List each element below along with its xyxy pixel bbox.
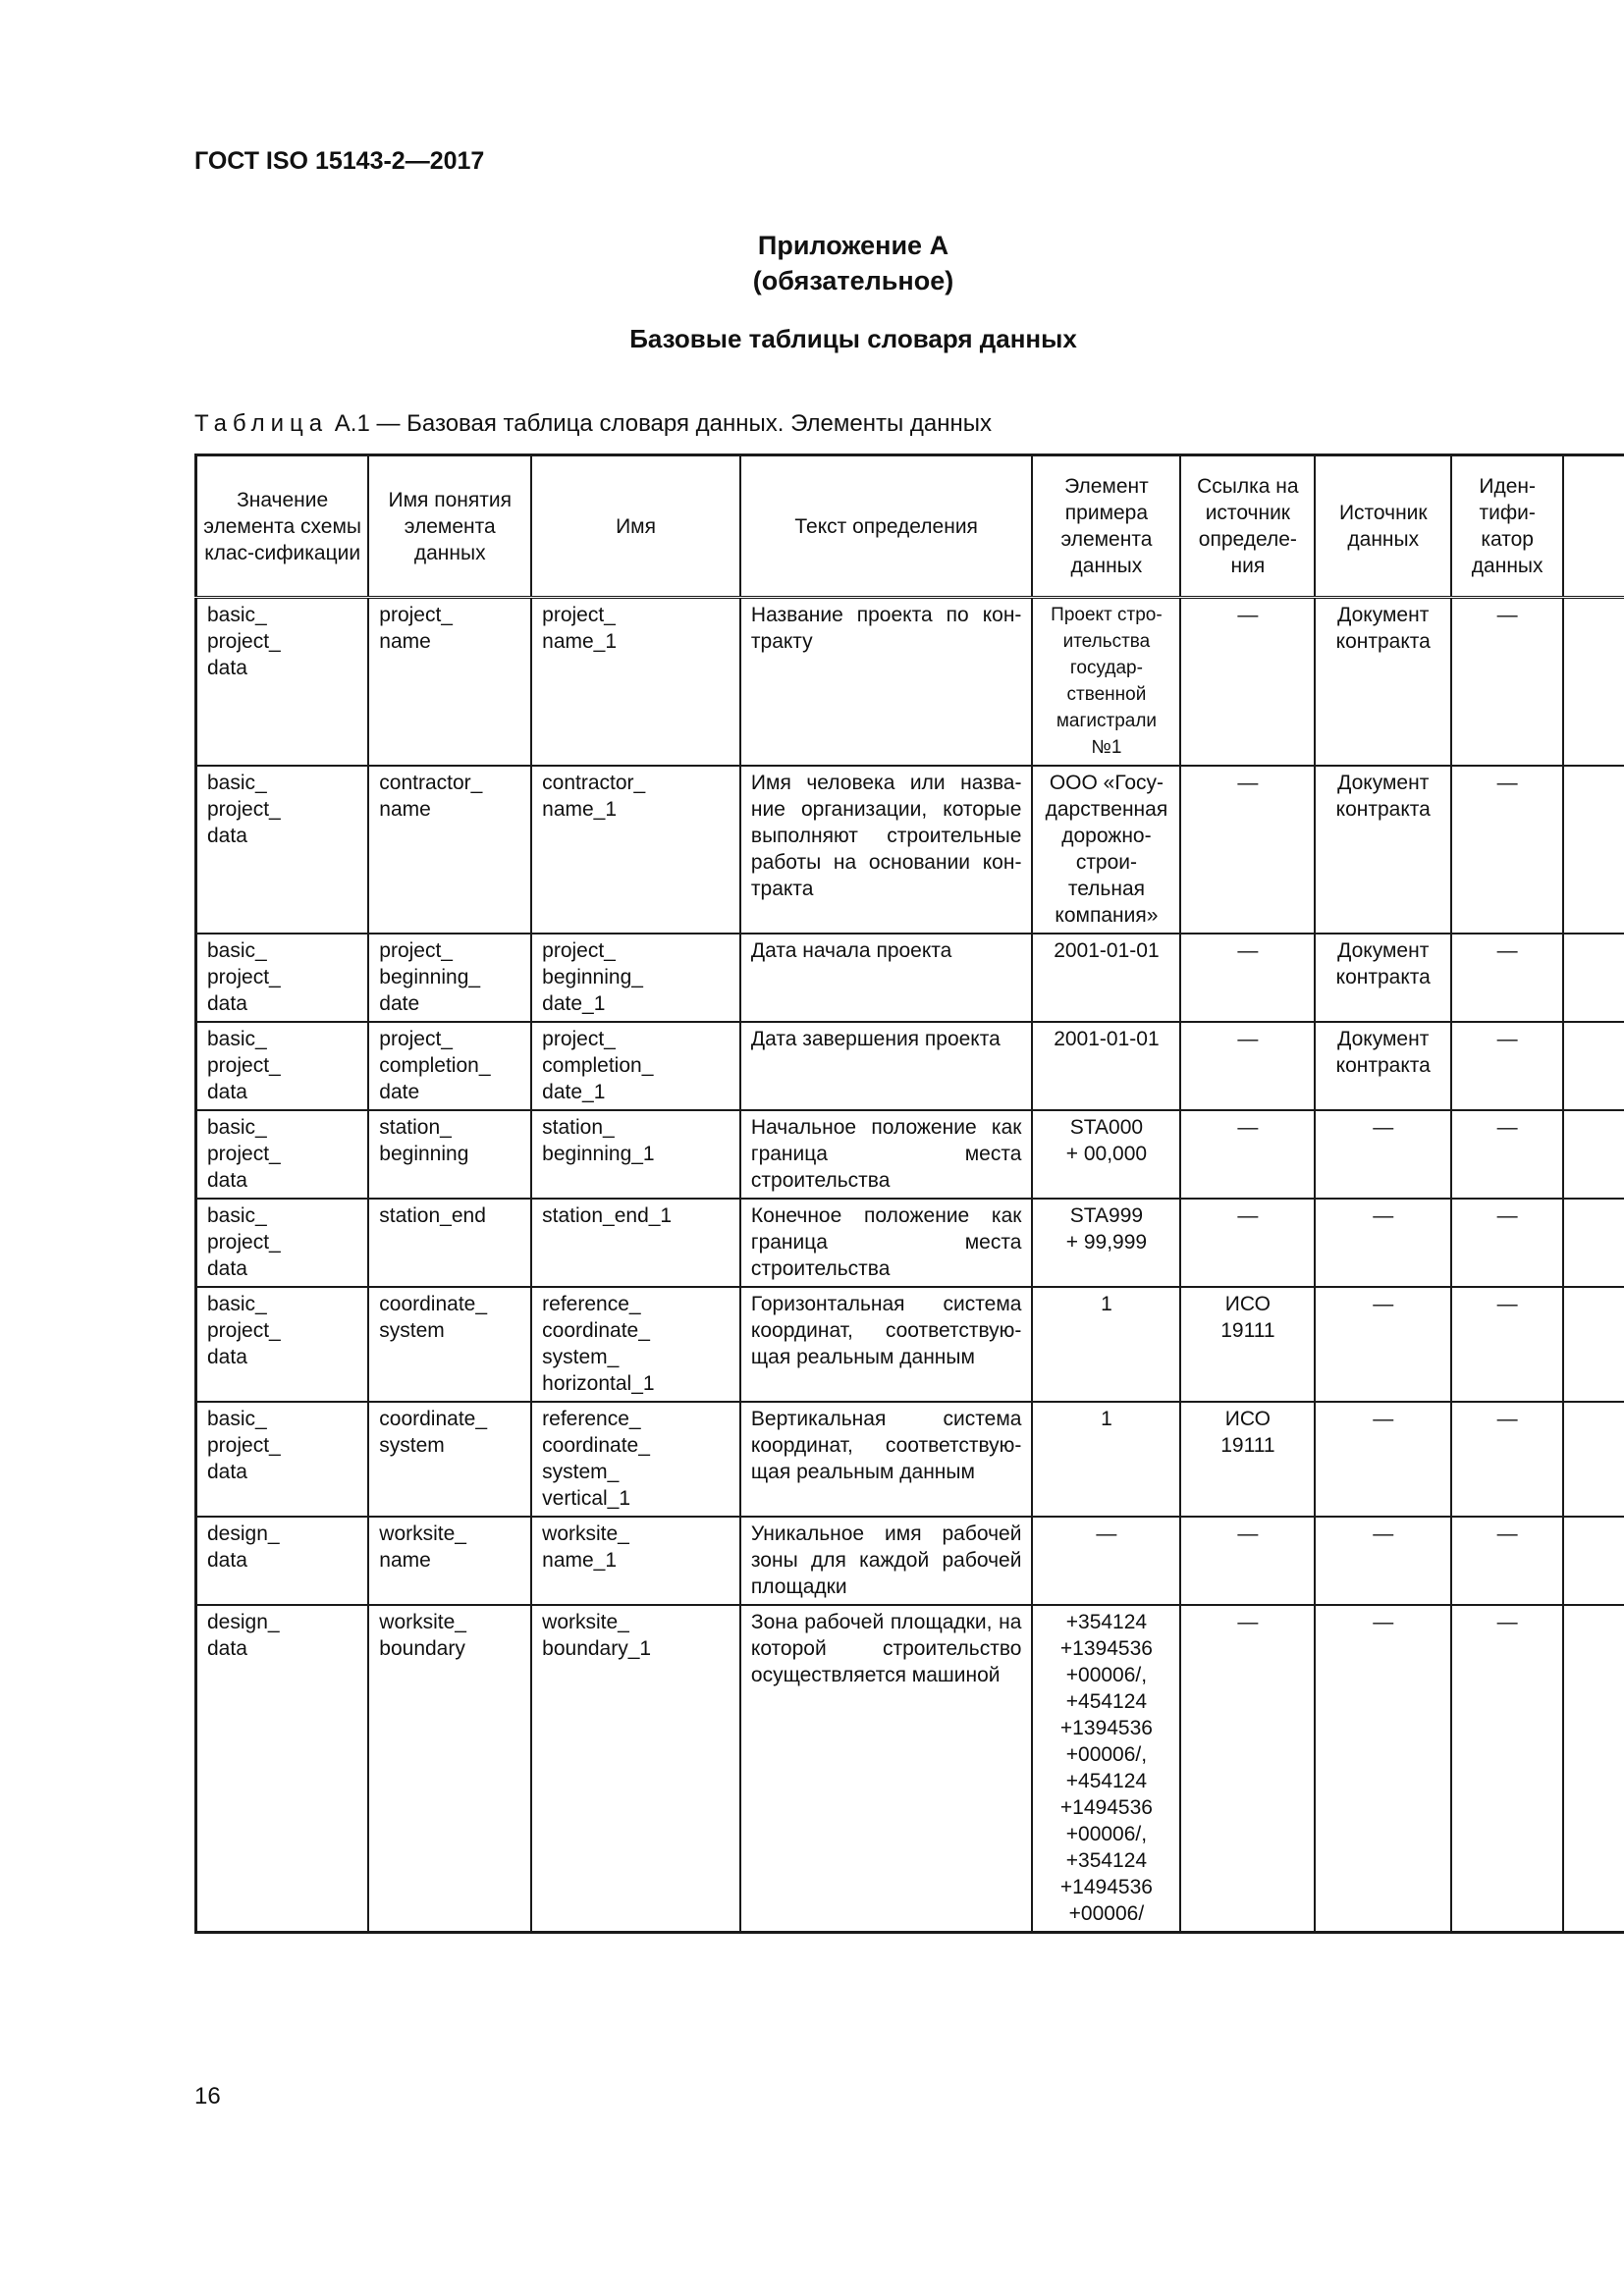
cell-name: reference_ coordinate_ system_ vertical_1 <box>531 1402 740 1517</box>
cell-reference: ИСО 19111 <box>1180 1287 1315 1402</box>
cell-extra <box>1563 1287 1624 1402</box>
cell-definition: Начальное положение как граница места строительства <box>740 1110 1033 1199</box>
cell-extra <box>1563 1402 1624 1517</box>
cell-reference: — <box>1180 1110 1315 1199</box>
cell-example: 2001-01-01 <box>1032 1022 1180 1110</box>
cell-scheme: basic_ project_ data <box>196 1402 369 1517</box>
cell-source: Документ контракта <box>1315 1022 1451 1110</box>
cell-identifier: — <box>1451 1110 1563 1199</box>
column-header: Элемент примера элемента данных <box>1032 455 1180 598</box>
cell-concept: coordinate_ system <box>368 1287 531 1402</box>
cell-identifier: — <box>1451 1199 1563 1287</box>
column-header: Имя понятия элемента данных <box>368 455 531 598</box>
cell-concept: project_ name <box>368 598 531 767</box>
table-row <box>196 1605 1624 1933</box>
table-row <box>196 1287 1624 1402</box>
cell-identifier: — <box>1451 766 1563 934</box>
cell-name: contractor_ name_1 <box>531 766 740 934</box>
cell-source: — <box>1315 1517 1451 1605</box>
section-title <box>0 324 1624 354</box>
cell-identifier: — <box>1451 1605 1563 1933</box>
cell-identifier: — <box>1451 1022 1563 1110</box>
cell-concept: worksite_ boundary <box>368 1605 531 1933</box>
cell-scheme: design_ data <box>196 1517 369 1605</box>
cell-definition: Конечное положение как граница места строительства <box>740 1199 1033 1287</box>
cell-name: worksite_ name_1 <box>531 1517 740 1605</box>
cell-definition: Горизонтальная система координат, соответствую-щая реальным данным <box>740 1287 1033 1402</box>
page-number: 16 <box>194 2083 221 2109</box>
column-header <box>1563 455 1624 598</box>
column-header: Текст определения <box>740 455 1033 598</box>
cell-scheme: basic_ project_ data <box>196 598 369 767</box>
table-row <box>196 1517 1624 1605</box>
annex-title: Приложение А <box>757 231 949 260</box>
cell-extra <box>1563 1605 1624 1933</box>
cell-definition: Имя человека или назва-ние организации, которые выполняют строительные работы на основании кон-тракта <box>740 766 1033 934</box>
column-header: Источник данных <box>1315 455 1451 598</box>
cell-identifier: — <box>1451 1517 1563 1605</box>
cell-scheme: basic_ project_ data <box>196 1022 369 1110</box>
cell-concept: contractor_ name <box>368 766 531 934</box>
cell-definition: Дата завершения проекта <box>740 1022 1033 1110</box>
cell-scheme: basic_ project_ data <box>196 1110 369 1199</box>
cell-definition: Вертикальная система координат, соответствую-щая реальным данным <box>740 1402 1033 1517</box>
cell-definition: Дата начала проекта <box>740 934 1033 1022</box>
cell-extra <box>1563 766 1624 934</box>
cell-scheme: basic_ project_ data <box>196 766 369 934</box>
data-dictionary-table <box>194 454 1624 1934</box>
cell-source: Документ контракта <box>1315 766 1451 934</box>
table-row <box>196 598 1624 767</box>
cell-concept: project_ completion_ date <box>368 1022 531 1110</box>
cell-scheme: basic_ project_ data <box>196 934 369 1022</box>
annex-status: (обязательное) <box>752 266 954 295</box>
table-row <box>196 934 1624 1022</box>
cell-example: +354124 +1394536 +00006/, +454124 +1394536 +00006/, +454124 +1494536 +00006/, +354124 +1494536 +00006/ <box>1032 1605 1180 1933</box>
cell-reference: — <box>1180 934 1315 1022</box>
cell-scheme: design_ data <box>196 1605 369 1933</box>
cell-name: station_ beginning_1 <box>531 1110 740 1199</box>
cell-reference: — <box>1180 766 1315 934</box>
cell-example: ООО «Госу-дарственная дорожно-строи-тельная компания» <box>1032 766 1180 934</box>
cell-example: STA999 + 99,999 <box>1032 1199 1180 1287</box>
table-row <box>196 1402 1624 1517</box>
column-header: Значение элемента схемы клас-сификации <box>196 455 369 598</box>
cell-example: Проект стро-ительства государ-ственной магистрали №1 <box>1032 598 1180 767</box>
cell-reference: — <box>1180 598 1315 767</box>
cell-concept: station_ beginning <box>368 1110 531 1199</box>
cell-extra <box>1563 1517 1624 1605</box>
document-header: ГОСТ ISO 15143-2—2017 <box>194 147 485 175</box>
cell-name: worksite_ boundary_1 <box>531 1605 740 1933</box>
cell-extra <box>1563 1110 1624 1199</box>
cell-scheme: basic_ project_ data <box>196 1199 369 1287</box>
cell-name: project_ completion_ date_1 <box>531 1022 740 1110</box>
section-title-text: Базовые таблицы словаря данных <box>629 324 1077 353</box>
cell-extra <box>1563 934 1624 1022</box>
cell-definition: Зона рабочей площадки, на которой строительство осуществляется машиной <box>740 1605 1033 1933</box>
cell-concept: station_end <box>368 1199 531 1287</box>
table-row <box>196 1199 1624 1287</box>
cell-name: station_end_1 <box>531 1199 740 1287</box>
cell-source: — <box>1315 1287 1451 1402</box>
table-caption-text: А.1 — Базовая таблица словаря данных. Элементы данных <box>328 410 993 437</box>
cell-reference: — <box>1180 1605 1315 1933</box>
cell-reference: ИСО 19111 <box>1180 1402 1315 1517</box>
cell-example: 1 <box>1032 1402 1180 1517</box>
cell-concept: worksite_ name <box>368 1517 531 1605</box>
table-header-row <box>196 455 1624 598</box>
cell-concept: project_ beginning_ date <box>368 934 531 1022</box>
table-row <box>196 766 1624 934</box>
cell-source: — <box>1315 1110 1451 1199</box>
data-dictionary-table-wrap <box>194 454 1624 1934</box>
annex-heading <box>0 228 1624 298</box>
cell-name: project_ beginning_ date_1 <box>531 934 740 1022</box>
cell-source: — <box>1315 1605 1451 1933</box>
cell-reference: — <box>1180 1517 1315 1605</box>
table-row <box>196 1022 1624 1110</box>
table-row <box>196 1110 1624 1199</box>
cell-source: Документ контракта <box>1315 598 1451 767</box>
cell-name: project_ name_1 <box>531 598 740 767</box>
cell-definition: Название проекта по кон-тракту <box>740 598 1033 767</box>
cell-source: — <box>1315 1402 1451 1517</box>
column-header: Имя <box>531 455 740 598</box>
cell-identifier: — <box>1451 1287 1563 1402</box>
cell-identifier: — <box>1451 934 1563 1022</box>
cell-extra <box>1563 1022 1624 1110</box>
column-header: Ссылка на источник определе-ния <box>1180 455 1315 598</box>
cell-example: STA000 + 00,000 <box>1032 1110 1180 1199</box>
cell-scheme: basic_ project_ data <box>196 1287 369 1402</box>
cell-source: Документ контракта <box>1315 934 1451 1022</box>
cell-extra <box>1563 1199 1624 1287</box>
cell-source: — <box>1315 1199 1451 1287</box>
cell-identifier: — <box>1451 1402 1563 1517</box>
cell-extra <box>1563 598 1624 767</box>
cell-reference: — <box>1180 1199 1315 1287</box>
cell-example: 1 <box>1032 1287 1180 1402</box>
cell-example: 2001-01-01 <box>1032 934 1180 1022</box>
cell-example: — <box>1032 1517 1180 1605</box>
cell-identifier: — <box>1451 598 1563 767</box>
cell-reference: — <box>1180 1022 1315 1110</box>
column-header: Иден-тифи-катор данных <box>1451 455 1563 598</box>
cell-name: reference_ coordinate_ system_ horizontal_1 <box>531 1287 740 1402</box>
cell-concept: coordinate_ system <box>368 1402 531 1517</box>
table-caption-label: Таблица <box>194 410 329 437</box>
table-caption <box>194 410 992 438</box>
cell-definition: Уникальное имя рабочей зоны для каждой рабочей площадки <box>740 1517 1033 1605</box>
